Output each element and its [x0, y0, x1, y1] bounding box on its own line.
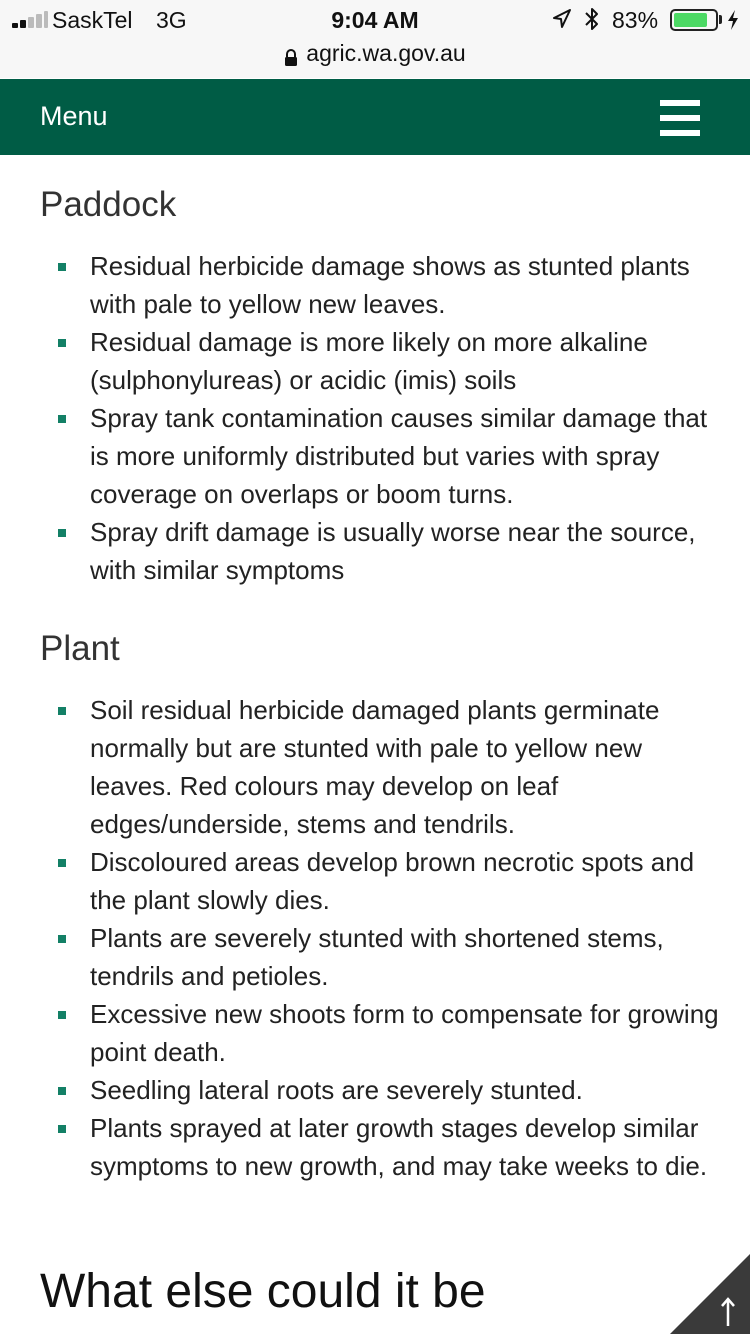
bullet-square-icon — [58, 859, 66, 867]
bullet-square-icon — [58, 529, 66, 537]
battery-level-fill — [674, 13, 707, 27]
bullet-square-icon — [58, 1087, 66, 1095]
status-time: 9:04 AM — [331, 7, 419, 33]
list-item: Plants sprayed at later growth stages develop similar symptoms to new growth, and may take weeks to die. — [0, 1109, 750, 1185]
heading-what-else-could-it-be: What else could it be — [40, 1265, 486, 1318]
bullet-square-icon — [58, 1011, 66, 1019]
list-item: Residual damage is more likely on more alkaline (sulphonylureas) or acidic (imis) soils — [0, 323, 750, 399]
bullet-square-icon — [58, 415, 66, 423]
list-item: Seedling lateral roots are severely stunted. — [0, 1071, 750, 1109]
network-type: 3G — [156, 7, 187, 33]
bullet-square-icon — [58, 935, 66, 943]
charging-bolt-icon — [726, 9, 740, 37]
bullet-square-icon — [58, 707, 66, 715]
url-text[interactable]: agric.wa.gov.au — [306, 40, 466, 66]
section-heading-paddock: Paddock — [40, 185, 177, 224]
list-item: Soil residual herbicide damaged plants germinate normally but are stunted with pale to yellow new leaves. Red colours may develop on leaf edges/underside, stems and tendrils. — [0, 691, 750, 843]
battery-icon — [670, 9, 718, 31]
lock-icon — [284, 46, 298, 64]
battery-percent: 83% — [612, 7, 659, 33]
bluetooth-icon — [584, 6, 600, 38]
site-header — [0, 79, 750, 155]
list-item: Plants are severely stunted with shortened stems, tendrils and petioles. — [0, 919, 750, 995]
hamburger-menu-icon[interactable] — [660, 100, 700, 136]
carrier-name: SaskTel — [52, 7, 133, 33]
bullet-square-icon — [58, 263, 66, 271]
status-bar — [0, 0, 750, 40]
list-item: Discoloured areas develop brown necrotic spots and the plant slowly dies. — [0, 843, 750, 919]
location-arrow-icon — [552, 8, 572, 36]
menu-button[interactable]: Menu — [40, 101, 108, 131]
bullet-square-icon — [58, 339, 66, 347]
url-bar[interactable] — [0, 40, 750, 78]
plant-list — [0, 691, 750, 1185]
section-heading-plant: Plant — [40, 629, 120, 668]
back-to-top-button[interactable] — [670, 1254, 750, 1334]
bullet-square-icon — [58, 1125, 66, 1133]
list-item: Residual herbicide damage shows as stunted plants with pale to yellow new leaves. — [0, 247, 750, 323]
list-item: Excessive new shoots form to compensate for growing point death. — [0, 995, 750, 1071]
list-item: Spray tank contamination causes similar damage that is more uniformly distributed but varies with spray coverage on overlaps or boom turns. — [0, 399, 750, 513]
list-item: Spray drift damage is usually worse near the source, with similar symptoms — [0, 513, 750, 589]
battery-nub — [719, 15, 722, 24]
paddock-list — [0, 247, 750, 589]
